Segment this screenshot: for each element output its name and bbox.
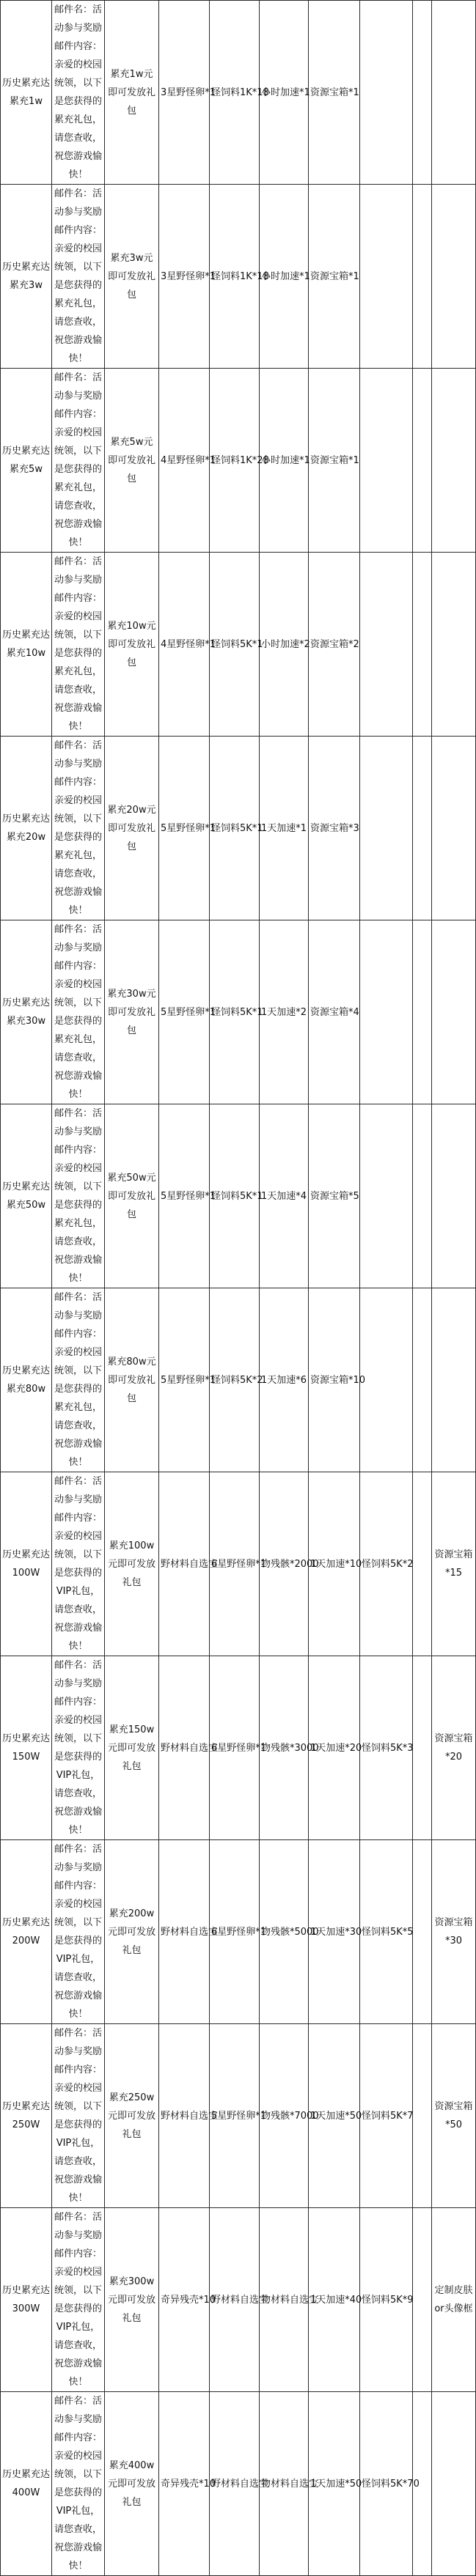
tier-description: 累充300w元即可发放礼包 <box>105 2208 159 2392</box>
tier-description: 累充1w元即可发放礼包 <box>105 1 159 185</box>
reward-item-7 <box>432 737 476 920</box>
reward-row <box>1 1 476 185</box>
reward-item-5 <box>360 185 413 369</box>
tier-title: 历史累充达400W <box>1 2392 52 2576</box>
reward-item-3: 物残骸*7000 <box>260 2024 309 2208</box>
reward-item-6 <box>413 553 432 737</box>
tier-title: 历史累充达累充50w <box>1 1104 52 1288</box>
reward-item-7 <box>432 1104 476 1288</box>
mail-content: 邮件名：活动参与奖励邮件内容：亲爱的校园统领，以下是您获得的累充礼包，请您查收，祝您游戏愉快！ <box>52 185 105 369</box>
tier-title: 历史累充达累充20w <box>1 737 52 920</box>
reward-item-6 <box>413 1656 432 1840</box>
reward-item-4: 1天加速*20 <box>309 1656 360 1840</box>
reward-item-6 <box>413 1840 432 2024</box>
reward-item-2: 6星野怪卵*1 <box>210 1656 260 1840</box>
reward-item-4: 资源宝箱*1 <box>309 185 360 369</box>
mail-content: 邮件名：活动参与奖励邮件内容：亲爱的校园统领，以下是您获得的累充礼包，请您查收，祝您游戏愉快！ <box>52 1288 105 1472</box>
tier-description: 累充50w元即可发放礼包 <box>105 1104 159 1288</box>
reward-row <box>1 1288 476 1472</box>
reward-item-3: 1天加速*1 <box>260 737 309 920</box>
reward-item-7 <box>432 369 476 553</box>
reward-item-1: 4星野怪卵*1 <box>159 369 210 553</box>
reward-item-3: 小时加速*1 <box>260 1 309 185</box>
reward-item-2: 怪饲料1K*28 <box>210 369 260 553</box>
reward-item-6 <box>413 2208 432 2392</box>
reward-item-2: 怪饲料5K*1 <box>210 920 260 1104</box>
reward-item-3: 1天加速*6 <box>260 1288 309 1472</box>
tier-title: 历史累充达累充5w <box>1 369 52 553</box>
reward-item-1: 5星野怪卵*1 <box>159 1104 210 1288</box>
reward-item-5 <box>360 1104 413 1288</box>
reward-item-6 <box>413 1104 432 1288</box>
reward-item-5 <box>360 369 413 553</box>
tier-description: 累充3w元即可发放礼包 <box>105 185 159 369</box>
reward-item-5: 怪饲料5K*9 <box>360 2208 413 2392</box>
tier-title: 历史累充达100W <box>1 1472 52 1656</box>
reward-item-2: 5星野怪卵*1 <box>210 2024 260 2208</box>
tier-description: 累充80w元即可发放礼包 <box>105 1288 159 1472</box>
mail-content: 邮件名：活动参与奖励邮件内容：亲爱的校园统领，以下是您获得的累充礼包，请您查收，祝您游戏愉快！ <box>52 369 105 553</box>
reward-table-body <box>1 1 476 2576</box>
mail-content: 邮件名：活动参与奖励邮件内容：亲爱的校园统领，以下是您获得的累充礼包，请您查收，祝您游戏愉快！ <box>52 1 105 185</box>
reward-row <box>1 1472 476 1656</box>
reward-item-5: 怪饲料5K*2 <box>360 1472 413 1656</box>
tier-title: 历史累充达累充1w <box>1 1 52 185</box>
reward-item-3: 小时加速*1 <box>260 185 309 369</box>
mail-content: 邮件名：活动参与奖励邮件内容：亲爱的校园统领，以下是您获得的VIP礼包，请您查收，祝您游戏愉快！ <box>52 1656 105 1840</box>
reward-item-4: 资源宝箱*5 <box>309 1104 360 1288</box>
reward-item-6 <box>413 1472 432 1656</box>
reward-item-2: 6星野怪卵*1 <box>210 1840 260 2024</box>
reward-item-2: 6星野怪卵*1 <box>210 1472 260 1656</box>
reward-item-4: 资源宝箱*2 <box>309 553 360 737</box>
reward-item-1: 3星野怪卵*1 <box>159 1 210 185</box>
reward-item-3: 小时加速*2 <box>260 553 309 737</box>
reward-item-4: 1天加速*30 <box>309 1840 360 2024</box>
reward-item-7: 资源宝箱*20 <box>432 1656 476 1840</box>
reward-item-2: 怪饲料5K*2 <box>210 1288 260 1472</box>
reward-row <box>1 2208 476 2392</box>
tier-description: 累充200w元即可发放礼包 <box>105 1840 159 2024</box>
mail-content: 邮件名：活动参与奖励邮件内容：亲爱的校园统领，以下是您获得的累充礼包，请您查收，祝您游戏愉快！ <box>52 553 105 737</box>
reward-item-4: 资源宝箱*10 <box>309 1288 360 1472</box>
reward-item-7 <box>432 553 476 737</box>
reward-item-3: 物残骸*2000 <box>260 1472 309 1656</box>
reward-item-3: 1天加速*2 <box>260 920 309 1104</box>
reward-item-1: 5星野怪卵*1 <box>159 1288 210 1472</box>
reward-row <box>1 1840 476 2024</box>
mail-content: 邮件名：活动参与奖励邮件内容：亲爱的校园统领，以下是您获得的VIP礼包，请您查收，祝您游戏愉快！ <box>52 2392 105 2576</box>
tier-description: 累充150w元即可发放礼包 <box>105 1656 159 1840</box>
reward-item-1: 野材料自选宝 <box>159 1472 210 1656</box>
mail-content: 邮件名：活动参与奖励邮件内容：亲爱的校园统领，以下是您获得的累充礼包，请您查收，祝您游戏愉快！ <box>52 920 105 1104</box>
mail-content: 邮件名：活动参与奖励邮件内容：亲爱的校园统领，以下是您获得的VIP礼包，请您查收，祝您游戏愉快！ <box>52 1472 105 1656</box>
reward-item-3: 小时加速*1 <box>260 369 309 553</box>
reward-item-6 <box>413 1 432 185</box>
tier-description: 累充5w元即可发放礼包 <box>105 369 159 553</box>
tier-description: 累充400w元即可发放礼包 <box>105 2392 159 2576</box>
reward-item-4: 资源宝箱*3 <box>309 737 360 920</box>
reward-item-7: 资源宝箱*15 <box>432 1472 476 1656</box>
reward-item-1: 野材料自选宝 <box>159 1656 210 1840</box>
reward-item-7: 资源宝箱*30 <box>432 1840 476 2024</box>
reward-row <box>1 185 476 369</box>
reward-item-1: 4星野怪卵*1 <box>159 553 210 737</box>
reward-item-4: 1天加速*40 <box>309 2208 360 2392</box>
reward-item-7 <box>432 185 476 369</box>
reward-item-3: 物残骸*3000 <box>260 1656 309 1840</box>
reward-item-4: 1天加速*50 <box>309 2024 360 2208</box>
tier-title: 历史累充达累充80w <box>1 1288 52 1472</box>
reward-item-4: 资源宝箱*4 <box>309 920 360 1104</box>
tier-description: 累充30w元即可发放礼包 <box>105 920 159 1104</box>
reward-item-1: 奇异残壳*10 <box>159 2392 210 2576</box>
reward-item-6 <box>413 920 432 1104</box>
reward-item-2: 怪饲料1K*18 <box>210 1 260 185</box>
reward-row <box>1 2024 476 2208</box>
reward-item-3: 物材料自选宝 <box>260 2208 309 2392</box>
reward-item-5: 怪饲料5K*3 <box>360 1656 413 1840</box>
reward-item-3: 1天加速*4 <box>260 1104 309 1288</box>
reward-item-3: 物材料自选宝 <box>260 2392 309 2576</box>
tier-description: 累充250w元即可发放礼包 <box>105 2024 159 2208</box>
mail-content: 邮件名：活动参与奖励邮件内容：亲爱的校园统领，以下是您获得的VIP礼包，请您查收，祝您游戏愉快！ <box>52 2208 105 2392</box>
reward-item-1: 野材料自选宝 <box>159 2024 210 2208</box>
reward-item-5 <box>360 1 413 185</box>
reward-item-5 <box>360 737 413 920</box>
tier-title: 历史累充达200W <box>1 1840 52 2024</box>
reward-item-7: 定制皮肤or头像框 <box>432 2208 476 2392</box>
reward-item-5 <box>360 1288 413 1472</box>
reward-row <box>1 737 476 920</box>
reward-item-4: 资源宝箱*1 <box>309 1 360 185</box>
reward-row <box>1 920 476 1104</box>
mail-content: 邮件名：活动参与奖励邮件内容：亲爱的校园统领，以下是您获得的VIP礼包，请您查收，祝您游戏愉快！ <box>52 1840 105 2024</box>
tier-title: 历史累充达150W <box>1 1656 52 1840</box>
tier-description: 累充10w元即可发放礼包 <box>105 553 159 737</box>
reward-row <box>1 1104 476 1288</box>
reward-item-2: 怪饲料5K*1 <box>210 1104 260 1288</box>
reward-item-6 <box>413 737 432 920</box>
tier-description: 累充100w元即可发放礼包 <box>105 1472 159 1656</box>
reward-row <box>1 553 476 737</box>
mail-content: 邮件名：活动参与奖励邮件内容：亲爱的校园统领，以下是您获得的累充礼包，请您查收，祝您游戏愉快！ <box>52 1104 105 1288</box>
tier-title: 历史累充达累充3w <box>1 185 52 369</box>
reward-item-2: 怪饲料1K*18 <box>210 185 260 369</box>
reward-item-5 <box>360 553 413 737</box>
reward-item-3: 物残骸*5000 <box>260 1840 309 2024</box>
reward-item-7 <box>432 920 476 1104</box>
reward-item-6 <box>413 185 432 369</box>
tier-title: 历史累充达300W <box>1 2208 52 2392</box>
reward-item-1: 3星野怪卵*1 <box>159 185 210 369</box>
reward-item-7 <box>432 2392 476 2576</box>
reward-item-6 <box>413 1288 432 1472</box>
reward-item-6 <box>413 2024 432 2208</box>
reward-item-2: 怪饲料5K*1 <box>210 553 260 737</box>
tier-title: 历史累充达累充10w <box>1 553 52 737</box>
reward-row <box>1 1656 476 1840</box>
mail-content: 邮件名：活动参与奖励邮件内容：亲爱的校园统领，以下是您获得的VIP礼包，请您查收，祝您游戏愉快！ <box>52 2024 105 2208</box>
tier-title: 历史累充达累充30w <box>1 920 52 1104</box>
reward-item-5 <box>360 920 413 1104</box>
reward-item-1: 5星野怪卵*1 <box>159 737 210 920</box>
reward-item-1: 奇异残壳*10 <box>159 2208 210 2392</box>
reward-row <box>1 369 476 553</box>
reward-item-7 <box>432 1 476 185</box>
reward-row <box>1 2392 476 2576</box>
reward-item-2: 野材料自选宝 <box>210 2392 260 2576</box>
reward-item-6 <box>413 369 432 553</box>
reward-item-7: 资源宝箱*50 <box>432 2024 476 2208</box>
reward-item-2: 野材料自选宝 <box>210 2208 260 2392</box>
reward-item-4: 1天加速*50 <box>309 2392 360 2576</box>
reward-item-5: 怪饲料5K*5 <box>360 1840 413 2024</box>
reward-item-1: 5星野怪卵*1 <box>159 920 210 1104</box>
reward-item-5: 怪饲料5K*7 <box>360 2024 413 2208</box>
reward-item-7 <box>432 1288 476 1472</box>
reward-item-4: 1天加速*10 <box>309 1472 360 1656</box>
reward-item-1: 野材料自选宝 <box>159 1840 210 2024</box>
reward-item-2: 怪饲料5K*1 <box>210 737 260 920</box>
tier-description: 累充20w元即可发放礼包 <box>105 737 159 920</box>
tier-title: 历史累充达250W <box>1 2024 52 2208</box>
reward-item-5: 怪饲料5K*70 <box>360 2392 413 2576</box>
mail-content: 邮件名：活动参与奖励邮件内容：亲爱的校园统领，以下是您获得的累充礼包，请您查收，祝您游戏愉快！ <box>52 737 105 920</box>
reward-item-4: 资源宝箱*1 <box>309 369 360 553</box>
